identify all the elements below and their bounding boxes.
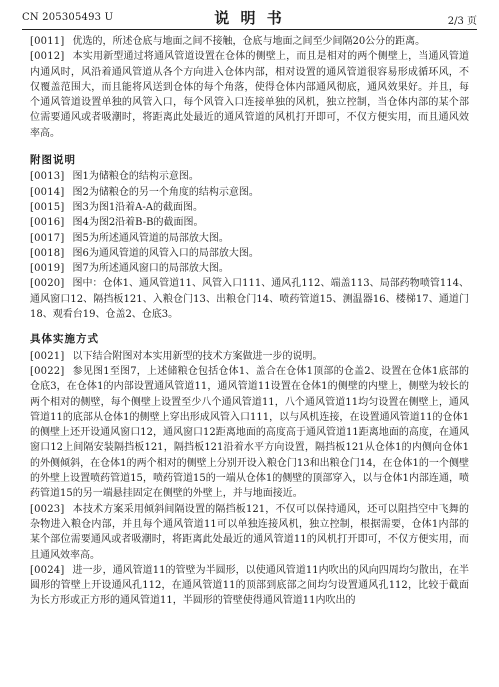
paragraph-number: [0015]	[30, 201, 65, 213]
paragraph-number: [0019]	[30, 263, 65, 275]
paragraph-number: [0017]	[30, 232, 65, 244]
paragraph-number: [0014]	[30, 186, 65, 198]
paragraph-number: [0024]	[30, 564, 65, 576]
drawing-item	[30, 185, 469, 200]
paragraph-text: 图中：仓体1、通风管道11、风管入口111、通风孔112、端盖113、局部药物喷管114、通风窗口12、隔挡板121、入粮仓门13、出粮仓门14、喷药管道15、测温器16、楼梯17、通道门18、观看台19、仓盖2、仓底3。	[30, 278, 469, 321]
drawing-item	[30, 215, 469, 230]
paragraph-text: 图4为图2沿着B-B的截面图。	[72, 217, 204, 229]
paragraph-number: [0022]	[30, 365, 65, 377]
paragraph-0021	[30, 349, 469, 364]
patent-number: CN 205305493 U	[22, 12, 114, 23]
paragraph-text: 图2为储粮仓的另一个角度的结构示意图。	[72, 186, 259, 198]
paragraph-0022	[30, 364, 469, 502]
paragraph-text: 进一步，通风管道11的管壁为半圆形，以使通风管道11内吹出的风向四周均匀散出，在半圆形的管壁上开设通风孔112，在通风管道11的顶部到底部之间均匀设置通风孔112，比较于截面为长方形或正方形的通风管道11，半圆形的管壁使得通风管道11内吹出的	[30, 564, 469, 607]
paragraph-number: [0023]	[30, 503, 65, 515]
paragraph-number: [0021]	[30, 350, 65, 362]
paragraph-number: [0020]	[30, 278, 65, 290]
paragraph-0012	[30, 49, 469, 141]
paragraph-number: [0011]	[30, 36, 65, 47]
paragraph-text: 图1为储粮仓的结构示意图。	[72, 171, 199, 183]
document-body	[30, 34, 469, 609]
paragraph-text: 参见图1至图7，上述储粮仓包括仓体1、盖合在仓体1顶部的仓盖2、设置在仓体1底部的仓底3，在仓体1的内部设置通风管道11，通风管道11设置在仓体1的侧壁的内壁上，侧壁为较长的两个相对的侧壁，每个侧壁上设置至少八个通风管道11，八个通风管道11均匀设置在侧壁上，通风管道11的底部从仓体1的侧壁上穿出形成风管入口111，以与风机连接，在设置通风管道11的仓体1的侧壁上还开设通风窗口12，通风窗口12距离地面的高度高于通风管道11距离地面的高度，在通风窗口12上间隔安装隔挡板121，隔挡板121沿着水平方向设置，隔挡板121从仓体1的内侧向仓体1的外侧倾斜，在仓体1的两个相对的侧壁上分别开设入粮仓门13和出粮仓门14，在仓体1的一个侧壁的外壁上设置喷药管道15，喷药管道15的一端从仓体1的侧壁的顶部穿入，以与仓体1内部连通，喷药管道15的另一端悬挂固定在侧壁的外壁上，并与地面接近。	[30, 365, 469, 500]
page-number: 2/3 页	[447, 16, 477, 27]
drawing-item	[30, 246, 469, 261]
paragraph-0023	[30, 502, 469, 563]
paragraph-text: 以下结合附图对本实用新型的技术方案做进一步的说明。	[72, 350, 323, 362]
paragraph-text: 本实用新型通过将通风管道设置在仓体的侧壁上，而且是相对的两个侧壁上，当通风管道内通风时，风沿着通风管道从各个方向进入仓体内部，相对设置的通风管道很容易形成循环风，不仅覆盖范围大，而且能将风送到仓体的每个角落，使得仓体内部通风彻底，通风效果好。并且，每个通风管道设置单独的风管入口，每个风管入口连接单独的风机，独立控制，当仓体内部的某个部位需要通风或者吸潮时，将距离此处最近的通风管道的风机打开即可，不仅方便实用，而且通风效率高。	[30, 51, 469, 139]
drawing-item	[30, 231, 469, 246]
paragraph-text: 图5为所述通风管道的局部放大图。	[72, 232, 229, 244]
drawing-item	[30, 169, 469, 184]
header-rule	[22, 29, 477, 30]
reference-list-paragraph	[30, 276, 469, 322]
paragraph-text: 优选的，所述仓底与地面之间不接触，仓底与地面之间至少间隔20公分的距离。	[72, 36, 426, 47]
page-header	[22, 6, 477, 30]
paragraph-0024	[30, 563, 469, 609]
paragraph-number: [0012]	[30, 51, 65, 63]
section-heading-embodiment: 具体实施方式	[30, 333, 99, 346]
paragraph-0011	[30, 34, 469, 49]
paragraph-number: [0013]	[30, 171, 65, 183]
drawing-item	[30, 261, 469, 276]
paragraph-text: 图3为图1沿着A-A的截面图。	[72, 201, 203, 213]
section-heading-drawings: 附图说明	[30, 154, 76, 167]
paragraph-text: 本技术方案采用倾斜间隔设置的隔挡板121，不仅可以保持通风，还可以阻挡空中飞舞的杂物进入粮仓内部，并且每个通风管道11可以单独连接风机，独立控制，根据需要，仓体1内部的某个部位需要通风或者吸潮时，将距离此处最近的通风管道11的风机打开即可，不仅方便实用，而且通风效率高。	[30, 503, 469, 561]
paragraph-text: 图6为通风管道的风管入口的局部放大图。	[72, 247, 259, 259]
paragraph-text: 图7为所述通风窗口的局部放大图。	[72, 263, 229, 275]
paragraph-number: [0018]	[30, 247, 65, 259]
document-title: 说 明 书	[214, 9, 285, 27]
paragraph-number: [0016]	[30, 217, 65, 229]
drawing-item	[30, 200, 469, 215]
